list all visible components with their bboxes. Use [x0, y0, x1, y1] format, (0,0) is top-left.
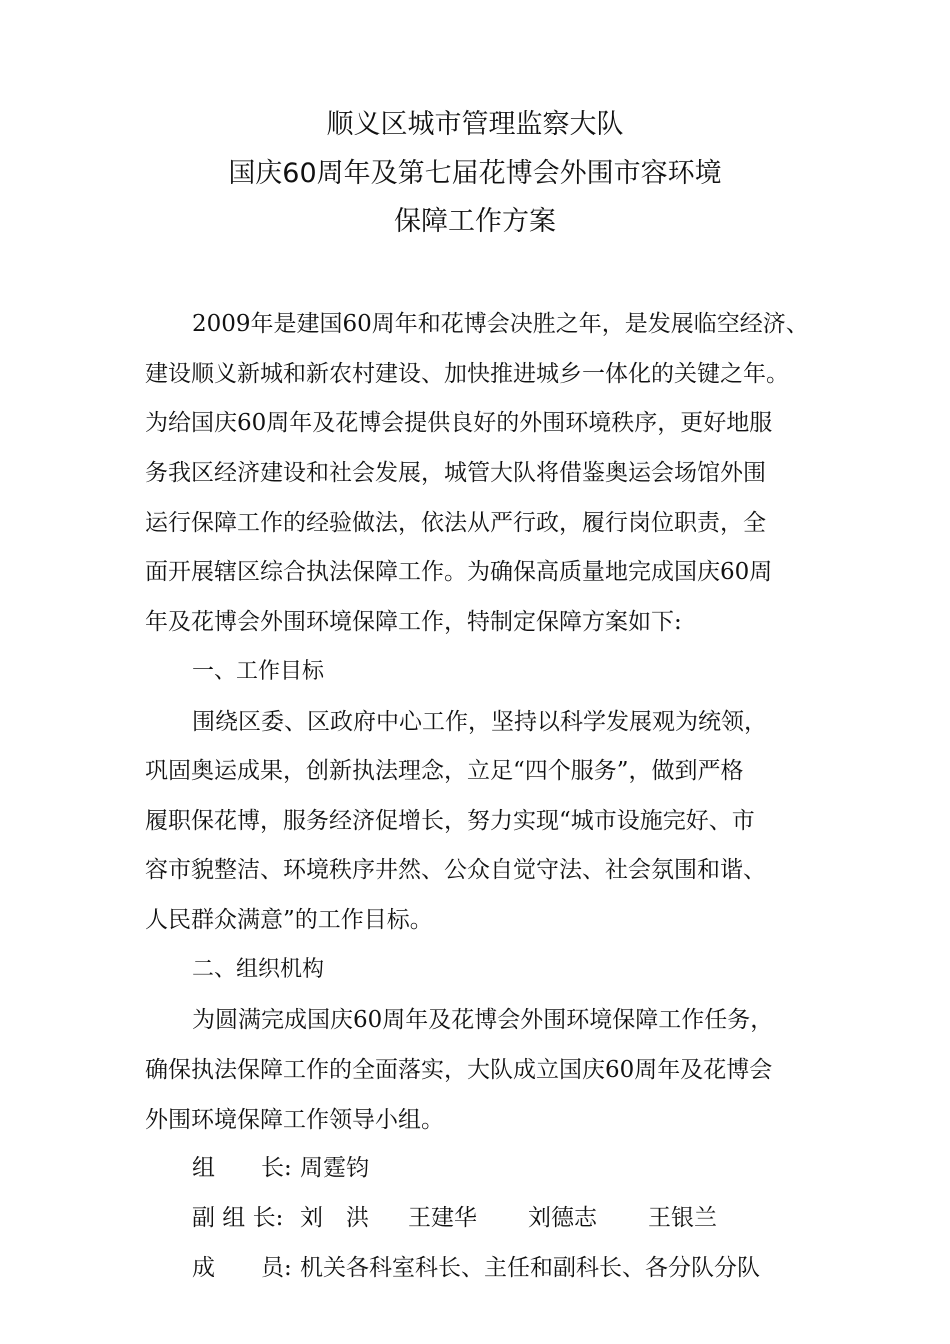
- members-text: 机关各科室科长、主任和副科长、各分队分队: [300, 1255, 760, 1281]
- section-heading-organization: 二、组织机构: [192, 957, 325, 982]
- section2-line: 确保执法保障工作的全面落实，大队成立国庆60周年及花博会: [145, 1057, 773, 1083]
- deputy-name: 刘 洪: [300, 1205, 369, 1231]
- members-row: [192, 1243, 760, 1293]
- leader-role-label: 组 长:: [192, 1155, 292, 1181]
- intro-line: 为给国庆60周年及花博会提供良好的外围环境秩序，更好地服: [145, 410, 773, 436]
- section1-line: 人民群众满意”的工作目标。: [145, 907, 433, 933]
- intro-line: 年及花博会外围环境保障工作，特制定保障方案如下:: [145, 609, 682, 635]
- intro-line: 运行保障工作的经验做法，依法从严行政，履行岗位职责，全: [145, 510, 766, 536]
- document-title-line-3: 保障工作方案: [394, 206, 556, 237]
- document-title-line-1: 顺义区城市管理监察大队: [326, 109, 624, 140]
- members-role-label: 成 员:: [192, 1255, 292, 1281]
- intro-line: 务我区经济建设和社会发展，城管大队将借鉴奥运会场馆外围: [145, 460, 766, 486]
- intro-line: 建设顺义新城和新农村建设、加快推进城乡一体化的关键之年。: [145, 361, 789, 387]
- leader-row: [192, 1143, 369, 1193]
- document-title-line-2: 国庆60周年及第七届花博会外围市容环境: [228, 158, 722, 189]
- intro-line: 2009年是建国60周年和花博会决胜之年，是发展临空经济、: [192, 311, 809, 337]
- section1-line: 容市貌整洁、环境秩序井然、公众自觉守法、社会氛围和谐、: [145, 857, 766, 883]
- deputy-name: 王建华: [408, 1205, 477, 1231]
- section1-line: 巩固奥运成果，创新执法理念，立足“四个服务”，做到严格: [145, 758, 744, 784]
- section2-line: 外围环境保障工作领导小组。: [145, 1107, 444, 1133]
- intro-line: 面开展辖区综合执法保障工作。为确保高质量地完成国庆60周: [145, 559, 773, 585]
- deputy-role-label: 副 组 长:: [192, 1205, 284, 1231]
- deputy-name: 王银兰: [648, 1205, 717, 1231]
- section1-line: 履职保花博，服务经济促增长，努力实现“城市设施完好、市: [145, 808, 755, 834]
- leader-name: 周霆钧: [300, 1155, 369, 1181]
- section2-line: 为圆满完成国庆60周年及花博会外围环境保障工作任务，: [192, 1007, 774, 1033]
- section-heading-goals: 一、工作目标: [192, 659, 325, 684]
- section1-line: 围绕区委、区政府中心工作，坚持以科学发展观为统领，: [192, 709, 767, 735]
- deputy-name: 刘德志: [528, 1205, 597, 1231]
- deputy-row: [192, 1193, 717, 1243]
